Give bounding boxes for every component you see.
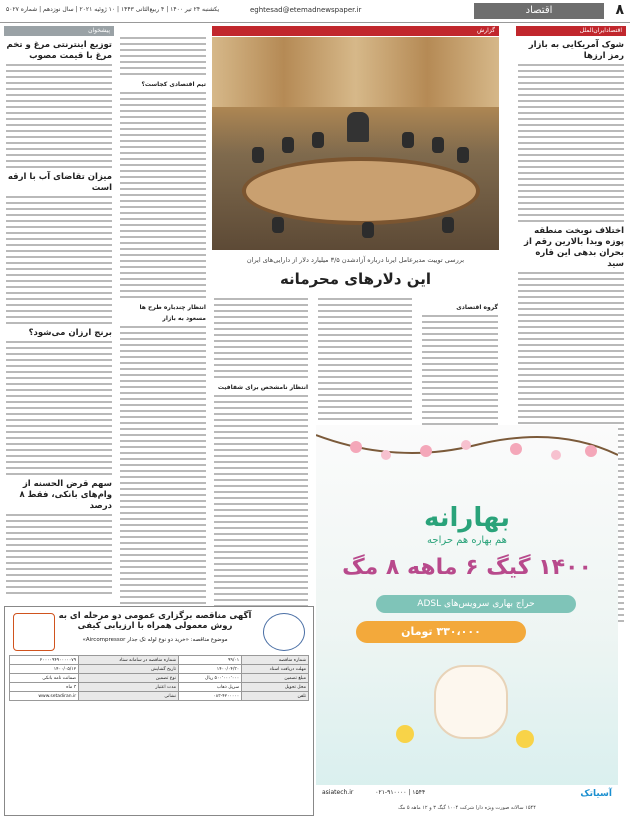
tender-row: [10, 656, 309, 665]
tender-notice: [4, 606, 314, 816]
ad-brand-title: بهارانه: [423, 503, 511, 533]
tender-label: محل تحویل: [242, 683, 309, 692]
tender-label: مبلغ تضمین: [242, 674, 309, 683]
photo-person: [347, 112, 369, 142]
tender-row: [10, 665, 309, 674]
left-headline-2: میزان تقاضای آب با ارقه است: [7, 172, 112, 193]
left-text-lines: [6, 196, 112, 324]
second-subhead-2: انتظار چندباره طرح ها مسعود به بازار: [139, 304, 206, 322]
bottom-note: ۱۵۴۴ سالانه صورت ویژه دارا شرکت ۱۰۰۴ گیگ ۳ و ۱۲ ماهه ۵ مگ: [398, 805, 536, 811]
photo-seat: [362, 222, 374, 238]
center-text-col-2: [316, 298, 414, 424]
photo-seat: [432, 137, 444, 153]
second-text-lines: [120, 92, 206, 298]
ad-price: ۳۳۰،۰۰۰ تومان: [356, 621, 526, 643]
article-subtitle: بررسی توییت مدیرعامل ایرنا درباره آزادشدن ۳/۵ میلیارد دلار از دارایی‌های ایران: [246, 256, 465, 264]
photo-seat: [252, 147, 264, 163]
left-text-lines: [6, 514, 112, 594]
left-text-lines: [6, 64, 112, 168]
tender-table: [9, 655, 309, 701]
tender-label: نشانی: [79, 692, 179, 701]
photo-seat: [457, 147, 469, 163]
center-bar-wrap: [212, 26, 499, 36]
left-headline-1: توزیع اینترنتی مرغ و تخم مرغ با قیمت مصوب: [6, 40, 112, 61]
tender-label: تاریخ گشایش: [79, 665, 179, 674]
right-headline-2: اختلاف نوبخت منطقه پوزه ویدا بالارین رقم از بحران بدهی این قاره سید: [524, 226, 624, 269]
photo-seat: [312, 132, 324, 148]
ad-phone: ۰۲۱-۹۱۰۰۰۰ | ۱۵۴۴: [375, 789, 426, 796]
tender-label: مدت اعتبار: [79, 683, 179, 692]
company-logo-icon: [263, 613, 305, 651]
tender-label: شماره مناقصه در سامانه ستاد: [79, 656, 179, 665]
gas-logo-icon: [13, 613, 55, 651]
left-column-bar: پیشخوان: [4, 26, 114, 36]
tender-row: [10, 683, 309, 692]
article-title: این دلارهای محرمانه: [279, 270, 432, 288]
tender-value: ۰۸۳-۴۲۰۰۰۰۰: [179, 692, 242, 701]
email-address[interactable]: eghtesad@etemadnewspaper.ir: [250, 6, 362, 14]
tender-value: ۵۰۰٬۰۰۰٬۰۰۰ ریال: [179, 674, 242, 683]
ad-plan: حراج بهاری سرویس‌های ADSL: [376, 595, 576, 613]
left-headline-3: برنج ارزان می‌شود؟: [28, 328, 112, 338]
tender-value: www.setadiran.ir: [10, 692, 79, 701]
tender-value: سرپل ذهاب: [179, 683, 242, 692]
second-column: [118, 37, 208, 686]
tender-value: ۱۴۰۰/۰۵/۱۲: [10, 665, 79, 674]
second-text-lines: [120, 37, 206, 75]
photo-seat: [272, 217, 284, 233]
tender-value: ۹۹/۰۱: [179, 656, 242, 665]
tender-label: نوع تضمین: [79, 674, 179, 683]
right-text-1: [518, 64, 624, 222]
tender-value: ضمانت نامه بانکی: [10, 674, 79, 683]
center-text-col-1: [420, 298, 500, 435]
tender-value: ۱۴۰۰/۰۴/۳۰: [179, 665, 242, 674]
meeting-photo: [212, 37, 499, 250]
tender-label: شماره مناقصه: [242, 656, 309, 665]
photo-seat: [402, 132, 414, 148]
ad-tagline: هم بهاره هم حراجه: [427, 535, 507, 546]
tender-value: ۲۰۰۰۰۹۴۹۰۰۰۰۰۷۹: [10, 656, 79, 665]
right-headline-1: شوک آمریکایی به بازار رمز ارزها: [528, 40, 624, 61]
left-headline-4: سهم قرض الحسنه از وام‌های بانکی، فقط ۸ درصد: [19, 479, 112, 511]
chick-icon: [396, 725, 414, 743]
chick-icon: [516, 730, 534, 748]
second-subhead-1: تیم اقتصادی کجاست؟: [141, 81, 206, 88]
center-text-lines: [318, 298, 412, 420]
ad-site[interactable]: asiatech.ir: [322, 789, 354, 796]
center-bar: گزارش: [212, 26, 499, 36]
tender-label: تلفن: [242, 692, 309, 701]
ad-offer: ۱۴۰۰ گیگ ۶ ماهه ۸ مگ: [342, 555, 592, 580]
photo-table: [242, 157, 480, 225]
asiatech-ad[interactable]: [316, 425, 618, 801]
page-header: [0, 0, 630, 23]
tender-row: [10, 674, 309, 683]
cow-mascot-icon: [434, 665, 508, 739]
section-label: اقتصاد: [474, 3, 604, 19]
right-column-bar: اقتصاد‌ایران‌الملل: [516, 26, 626, 36]
ad-footer: [316, 785, 618, 801]
tender-value: ۳ ماه: [10, 683, 79, 692]
center-subhead-2: انتظار نامشخص برای شفافیت: [217, 384, 308, 391]
blossom-branch-icon: [316, 425, 618, 495]
tender-subtitle: موضوع مناقصه: «خرید دو نوع لوله تک جدار Aircompressor»: [82, 637, 228, 643]
center-subhead: گروه اقتصادی: [456, 304, 498, 311]
left-text-lines: [6, 341, 112, 475]
tender-row: [10, 692, 309, 701]
issue-date: یکشنبه ۲۴ تیر ۱۴۰۰ | ۴ ربیع‌الثانی ۱۴۴۳ | ۱۰ ژوئیه ۲۰۲۱ | سال نوزدهم | شماره ۵۰۲۷: [6, 6, 220, 13]
page-number: ۸: [615, 2, 624, 18]
asiatech-logo: آسیاتک: [580, 789, 612, 799]
photo-seat: [442, 217, 454, 233]
photo-seat: [282, 137, 294, 153]
center-text-lines: [214, 298, 308, 378]
tender-label: مهلت دریافت اسناد: [242, 665, 309, 674]
center-text-lines: [422, 315, 498, 431]
tender-title: آگهی مناقصه برگزاری عمومی دو مرحله ای به روش معمولی همراه با ارزیابی کیفی: [58, 611, 252, 631]
photo-curtain: [212, 37, 499, 107]
